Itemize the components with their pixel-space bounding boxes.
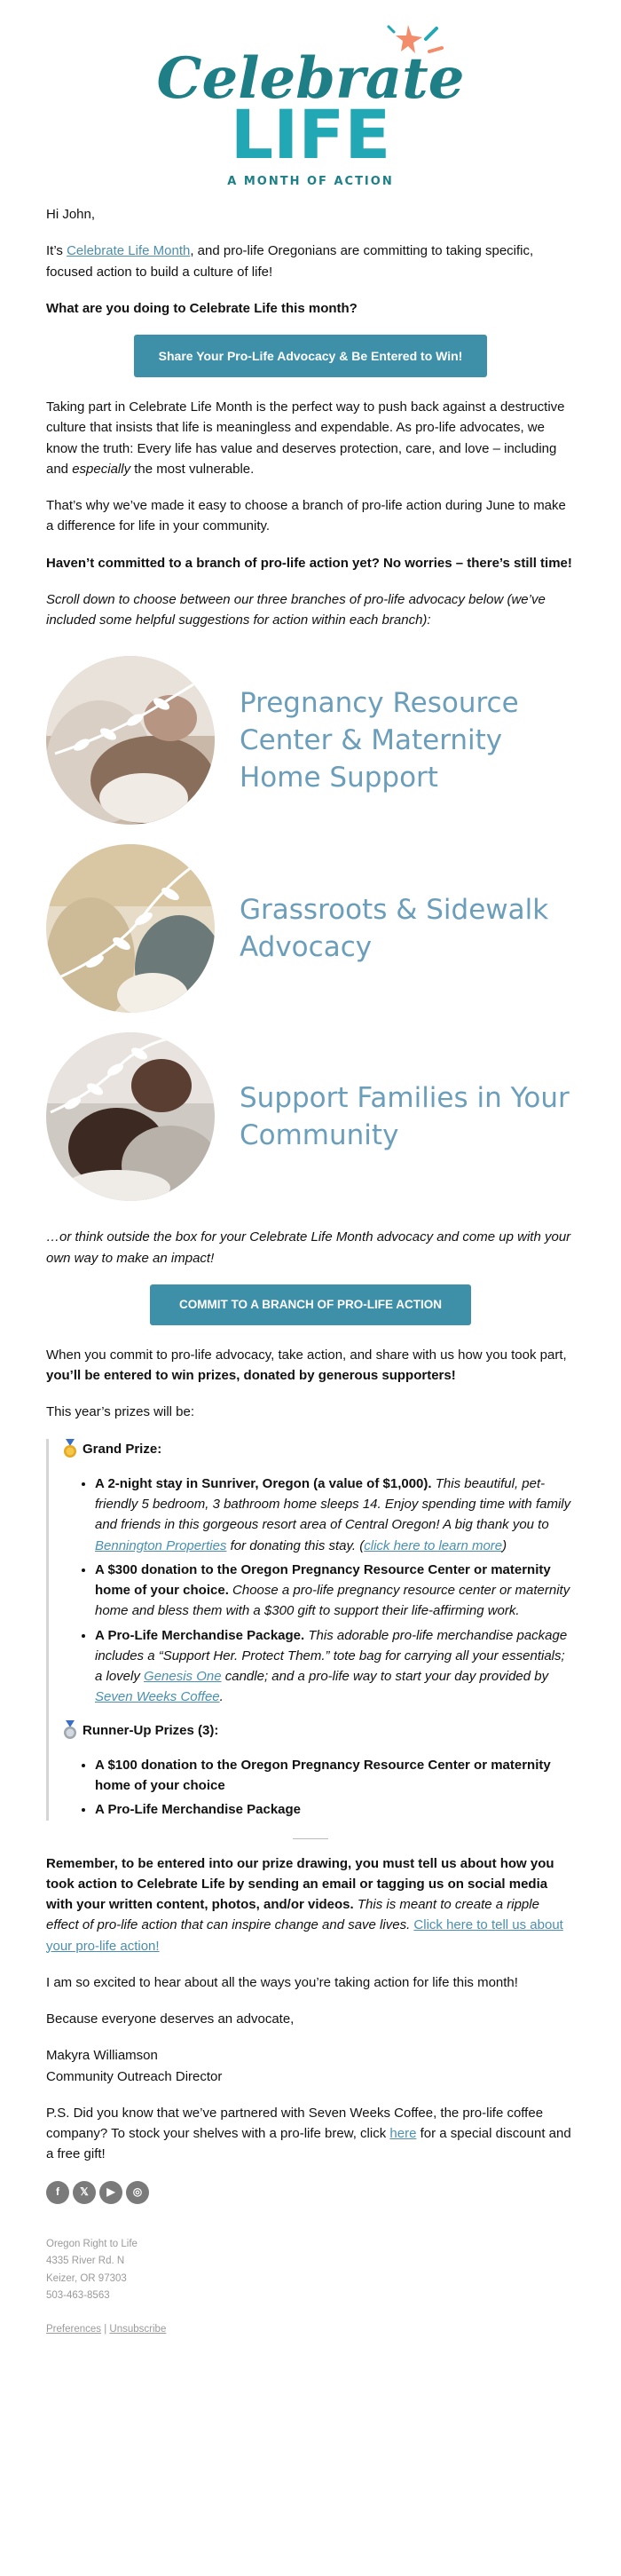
branch-image-grassroots [46,844,215,1013]
taking-part-text: Taking part in Celebrate Life Month is the perfect way to push back against a destructive culture that insists that life is meaningless and expendable. As pro-life advocates, we know the truth: Every life has value and deserves protection, care, and love – including and [46,399,565,477]
youtube-icon[interactable]: ▶ [99,2181,122,2204]
branch-title: Support Families in Your Community [240,1082,570,1152]
social-links [46,2181,575,2204]
list-item [95,1625,575,1708]
prizes-block [46,1439,575,1821]
ps-text-end: for a special discount and a free gift! [46,2126,571,2162]
branch-support-families[interactable] [46,1028,575,1205]
prize-title: A Pro-Life Merchandise Package. [95,1627,305,1643]
prize-desc: . [219,1689,224,1705]
intro-text: It’s [46,243,67,259]
excited-paragraph: I am so excited to hear about all the ways you’re taking action for life this month! [46,1974,518,1990]
branch-title: Pregnancy Resource Center & Maternity Home Support [240,687,519,794]
footer-phone: 503-463-8563 [46,2290,110,2302]
commit-branch-button[interactable]: COMMIT TO A BRANCH OF PRO-LIFE ACTION [150,1284,471,1325]
footer-city: Keizer, OR 97303 [46,2272,127,2284]
remember-text-bold: Remember, to be entered into our prize drawing, you must tell us about how you took action to Celebrate Life by sending an email or tagging us on social media with your written content, photos, and/or videos. [46,1855,554,1912]
prize-desc: candle; and a pro-life way to start your day provided by [221,1669,549,1684]
list-item: • A $100 donation to the Oregon Pregnancy Resource Center or maternity home of your choice [95,1755,575,1797]
prize-title: A $300 donation to the Oregon Pregnancy Resource Center or maternity home of your choice. [95,1561,551,1598]
question-heading: What are you doing to Celebrate Life this month? [46,300,358,316]
prize-desc: ) [502,1537,507,1553]
runner-up-heading [61,1720,575,1741]
commit-text: When you commit to pro-life advocacy, take action, and share with us how you took part, [46,1347,567,1363]
remember-paragraph [46,1853,575,1956]
prize-desc: This adorable pro-life merchandise package includes a “Support Her. Protect Them.” tote bag for carrying all your essentials; a lovely [95,1627,568,1684]
branch-title: Grassroots & Sidewalk Advocacy [240,894,549,964]
list-item: • A Pro-Life Merchandise Package [95,1799,575,1820]
scroll-down-paragraph: Scroll down to choose between our three branches of pro-life advocacy below (we’ve included some helpful suggestions for action within each branch): [46,591,546,628]
gold-medal-icon [61,1439,79,1458]
ps-paragraph [46,2103,575,2165]
commit-paragraph [46,1345,575,1387]
facebook-icon[interactable]: f [46,2181,69,2204]
list-item [95,1560,575,1622]
silver-medal-icon [61,1720,79,1740]
remember-text-italic: This is meant to create a ripple effect of pro-life action that can inspire change and save lives. [46,1897,539,1933]
footer-org: Oregon Right to Life [46,2238,138,2249]
tell-us-link[interactable]: Click here to tell us about your pro-life action! [46,1917,563,1954]
taking-part-paragraph [46,397,575,479]
prize-desc: for donating this stay. ( [226,1537,365,1553]
grand-prize-label: Grand Prize: [83,1441,162,1457]
prize-title: A 2-night stay in Sunriver, Oregon (a value of $1,000). [95,1475,432,1491]
branch-image-pregnancy [46,656,215,825]
x-icon[interactable]: 𝕏 [73,2181,96,2204]
havent-committed-paragraph: Haven’t committed to a branch of pro-life action yet? No worries – there’s still time! [46,555,572,571]
branch-grassroots[interactable] [46,840,575,1017]
because-paragraph: Because everyone deserves an advocate, [46,2011,295,2027]
ps-text: P.S. Did you know that we’ve partnered with Seven Weeks Coffee, the pro-life coffee company? To stock your shelves with a pro-life brew, click [46,2105,544,2141]
greeting: Hi John, [46,207,96,222]
easy-paragraph: That’s why we’ve made it easy to choose a branch of pro-life action during June to make a difference for life in your community. [46,498,566,534]
genesis-one-link[interactable]: Genesis One [144,1669,222,1684]
taking-part-text-end: the most vulnerable. [130,461,255,477]
seven-weeks-coffee-link[interactable]: Seven Weeks Coffee [95,1689,220,1705]
prize-desc: This beautiful, pet-friendly 5 bedroom, 3 bathroom home sleeps 14. Enjoy spending time with family and friends in this gorgeous resort area of Central Oregon! A big thank you to [95,1475,571,1533]
divider [293,1838,328,1839]
celebrate-life-logo [46,0,575,204]
logo-word-life: LIFE [230,95,391,174]
outside-box-paragraph: …or think outside the box for your Celebrate Life Month advocacy and come up with your own way to make an impact! [46,1229,571,1266]
taking-part-emphasis: especially [72,461,131,477]
coffee-discount-link[interactable]: here [389,2126,417,2141]
footer-links [46,2321,575,2339]
unsubscribe-link[interactable]: Unsubscribe [109,2323,167,2335]
branch-pregnancy-resource[interactable] [46,652,575,829]
commit-text-bold: you’ll be entered to win prizes, donated by generous supporters! [46,1368,456,1383]
runner-up-label: Runner-Up Prizes (3): [83,1722,219,1738]
signature-name: Makyra Williamson [46,2048,158,2064]
grand-prize-list [61,1474,575,1708]
grand-prize-heading [61,1439,575,1459]
preferences-link[interactable]: Preferences [46,2323,102,2335]
share-advocacy-button[interactable]: Share Your Pro-Life Advocacy & Be Entered to Win! [134,335,487,377]
prizes-intro: This year’s prizes will be: [46,1404,194,1420]
logo-tagline: A MONTH OF ACTION [227,175,394,188]
signature-role: Community Outreach Director [46,2068,223,2084]
learn-more-link[interactable]: click here to learn more [364,1537,503,1553]
branch-image-families [46,1032,215,1201]
logo-word-celebrate: Celebrate [156,45,465,112]
footer [46,2236,575,2339]
runner-up-list [61,1755,575,1821]
prize-desc: Choose a pro-life pregnancy resource center or maternity home and bless them with a $300 gift to support their life-affirming work. [95,1583,570,1619]
footer-street: 4335 River Rd. N [46,2256,125,2267]
intro-text-end: , and pro-life Oregonians are committing to taking specific, focused action to build a culture of life! [46,243,534,280]
intro-paragraph [46,241,575,282]
celebrate-life-month-link[interactable]: Celebrate Life Month [67,243,191,259]
signature [46,2045,575,2087]
list-item [95,1474,575,1556]
footer-separator: | [104,2323,107,2335]
bennington-properties-link[interactable]: Bennington Properties [95,1537,227,1553]
instagram-icon[interactable]: ◎ [126,2181,149,2204]
